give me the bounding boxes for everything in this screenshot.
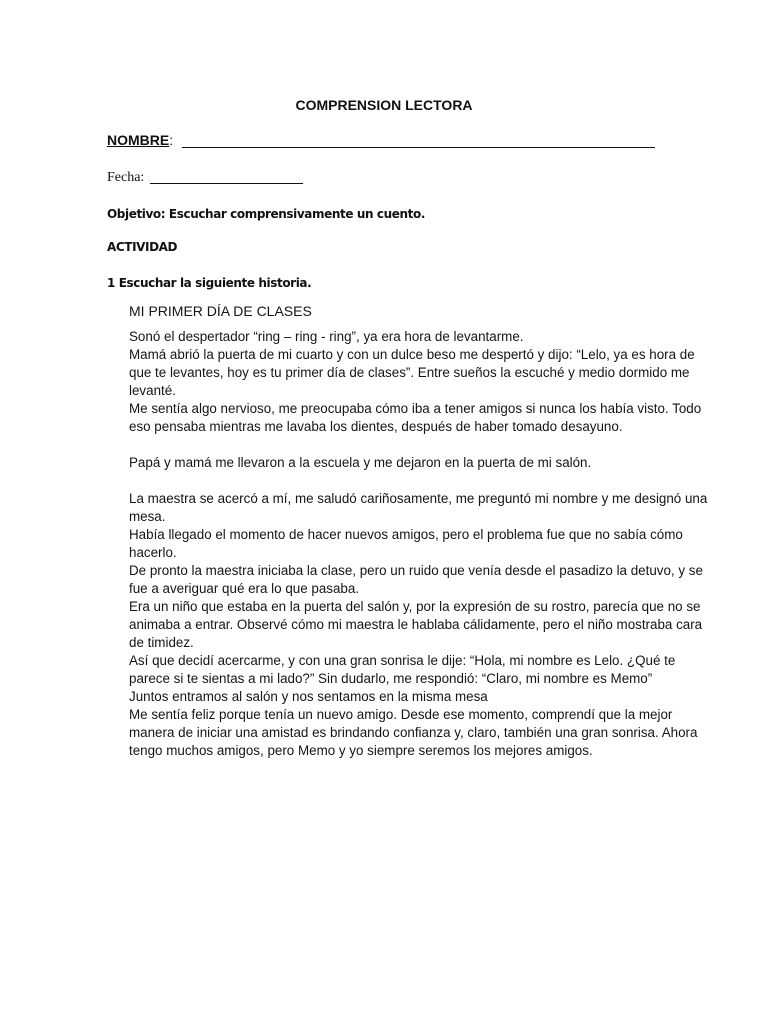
page-title: COMPRENSION LECTORA	[295, 97, 473, 113]
story-paragraph: Me sentía algo nervioso, me preocupaba cómo iba a tener amigos si nunca los había visto. Todo eso pensaba mientras me lavaba los dientes, después de haber tomado desayuno.	[129, 401, 702, 434]
nombre-label-row	[107, 132, 173, 148]
story-paragraph: Me sentía feliz porque tenía un nuevo amigo. Desde ese momento, comprendí que la mejor manera de iniciar una amistad es brindando confianza y, claro, también una gran sonrisa. Ahora tengo muchos amigos, pero Memo y yo siempre seremos los mejores amigos.	[129, 707, 698, 758]
story-paragraph: De pronto la maestra iniciaba la clase, pero un ruido que venía desde el pasadizo la detuvo, y se fue a averiguar qué era lo que pasaba.	[129, 563, 703, 596]
story-passage	[129, 302, 719, 760]
story-paragraph: Era un niño que estaba en la puerta del salón y, por la expresión de su rostro, parecía que no se animaba a entrar. Observé cómo mi maestra le hablaba cálidamente, pero el niño mostraba cara de timidez.	[129, 599, 703, 650]
fecha-field-line[interactable]	[150, 183, 303, 184]
fecha-label: Fecha:	[107, 170, 145, 185]
nombre-colon: :	[169, 132, 174, 148]
story-paragraph: La maestra se acercó a mí, me saludó cariñosamente, me preguntó mi nombre y me designó una mesa.	[129, 491, 708, 524]
actividad-heading: ACTIVIDAD	[107, 240, 178, 254]
story-paragraph: Mamá abrió la puerta de mi cuarto y con un dulce beso me despertó y dijo: “Lelo, ya es hora de que te levantes, hoy es tu primer día de clases”. Entre sueños la escuché y medio dormido me levanté.	[129, 347, 695, 398]
story-paragraph: Sonó el despertador “ring – ring - ring”, ya era hora de levantarme.	[129, 329, 524, 344]
story-title: MI PRIMER DÍA DE CLASES	[129, 303, 312, 319]
story-paragraph: Así que decidí acercarme, y con una gran sonrisa le dije: “Hola, mi nombre es Lelo. ¿Qué te parece si te sientas a mi lado?” Sin dudarlo, me respondió: “Claro, mi nombre es Memo”	[129, 653, 676, 686]
story-paragraph: Juntos entramos al salón y nos sentamos en la misma mesa	[129, 689, 488, 704]
nombre-field-line[interactable]	[182, 147, 655, 148]
objetivo-text: Objetivo: Escuchar comprensivamente un cuento.	[107, 207, 425, 221]
paragraph-gap	[129, 436, 719, 454]
story-paragraph: Papá y mamá me llevaron a la escuela y me dejaron en la puerta de mi salón.	[129, 455, 592, 470]
nombre-label: NOMBRE	[107, 132, 170, 148]
paragraph-gap	[129, 472, 719, 490]
story-paragraph: Había llegado el momento de hacer nuevos amigos, pero el problema fue que no sabía cómo hacerlo.	[129, 527, 683, 560]
step1-instruction: 1 Escuchar la siguiente historia.	[107, 276, 312, 290]
